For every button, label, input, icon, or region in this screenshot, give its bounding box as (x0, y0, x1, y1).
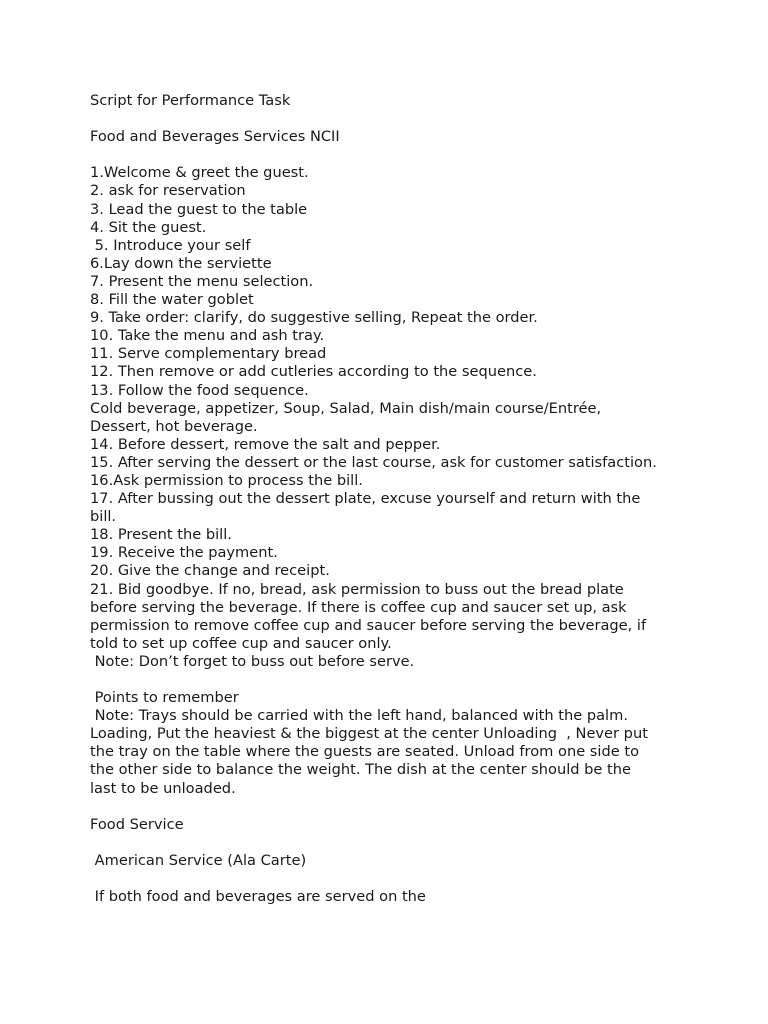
document-page (90, 92, 690, 906)
spacer (90, 870, 690, 888)
step-line: 6.Lay down the serviette (90, 254, 272, 272)
step-line: Dessert, hot beverage. (90, 417, 258, 435)
document-subtitle: Food and Beverages Services NCII (90, 128, 340, 146)
step-line: 14. Before dessert, remove the salt and pepper. (90, 435, 441, 453)
spacer (90, 671, 690, 689)
points-note-line: last to be unloaded. (90, 779, 236, 797)
spacer (90, 798, 690, 816)
step-line: 11. Serve complementary bread (90, 345, 327, 363)
spacer (90, 834, 690, 852)
step-line: 16.Ask permission to process the bill. (90, 471, 363, 489)
points-note-line: Note: Trays should be carried with the left hand, balanced with the palm. (90, 707, 628, 725)
document-title: Script for Performance Task (90, 92, 291, 109)
step-line: permission to remove coffee cup and saucer before serving the beverage, if (90, 616, 647, 634)
points-note-line: the tray on the table where the guests are seated. Unload from one side to (90, 743, 639, 761)
step-line: 1.Welcome & greet the guest. (90, 164, 309, 182)
points-heading: Points to remember (90, 689, 239, 707)
step-line: 15. After serving the dessert or the last course, ask for customer satisfaction. (90, 453, 657, 471)
step-line: 9. Take order: clarify, do suggestive selling, Repeat the order. (90, 309, 538, 327)
step-line: 21. Bid goodbye. If no, bread, ask permission to buss out the bread plate (90, 580, 624, 598)
step-line: 17. After bussing out the dessert plate, excuse yourself and return with the (90, 490, 641, 508)
step-line: 12. Then remove or add cutleries according to the sequence. (90, 363, 537, 381)
step-line: 5. Introduce your self (90, 236, 251, 254)
step-note: Note: Don’t forget to buss out before serve. (90, 652, 415, 670)
spacer (90, 110, 690, 128)
step-line: 3. Lead the guest to the table (90, 200, 308, 218)
steps-list (90, 164, 690, 671)
step-line: 7. Present the menu selection. (90, 272, 314, 290)
american-service-text: If both food and beverages are served on the (90, 888, 426, 906)
step-line: 10. Take the menu and ash tray. (90, 327, 325, 345)
step-line: 4. Sit the guest. (90, 218, 207, 236)
points-note (90, 707, 690, 797)
american-service-heading: American Service (Ala Carte) (90, 851, 307, 869)
step-line: 18. Present the bill. (90, 526, 232, 544)
step-line: before serving the beverage. If there is coffee cup and saucer set up, ask (90, 598, 627, 616)
step-line: 13. Follow the food sequence. (90, 381, 309, 399)
step-line: 20. Give the change and receipt. (90, 562, 330, 580)
step-line: 2. ask for reservation (90, 182, 246, 200)
food-service-heading: Food Service (90, 815, 184, 833)
step-line: 8. Fill the water goblet (90, 291, 254, 309)
step-line: told to set up coffee cup and saucer only. (90, 634, 392, 652)
points-note-line: Loading, Put the heaviest & the biggest at the center Unloading , Never put (90, 725, 648, 743)
step-line: Cold beverage, appetizer, Soup, Salad, Main dish/main course/Entrée, (90, 399, 602, 417)
spacer (90, 146, 690, 164)
step-line: bill. (90, 508, 117, 526)
points-note-line: the other side to balance the weight. The dish at the center should be the (90, 761, 631, 779)
step-line: 19. Receive the payment. (90, 544, 278, 562)
